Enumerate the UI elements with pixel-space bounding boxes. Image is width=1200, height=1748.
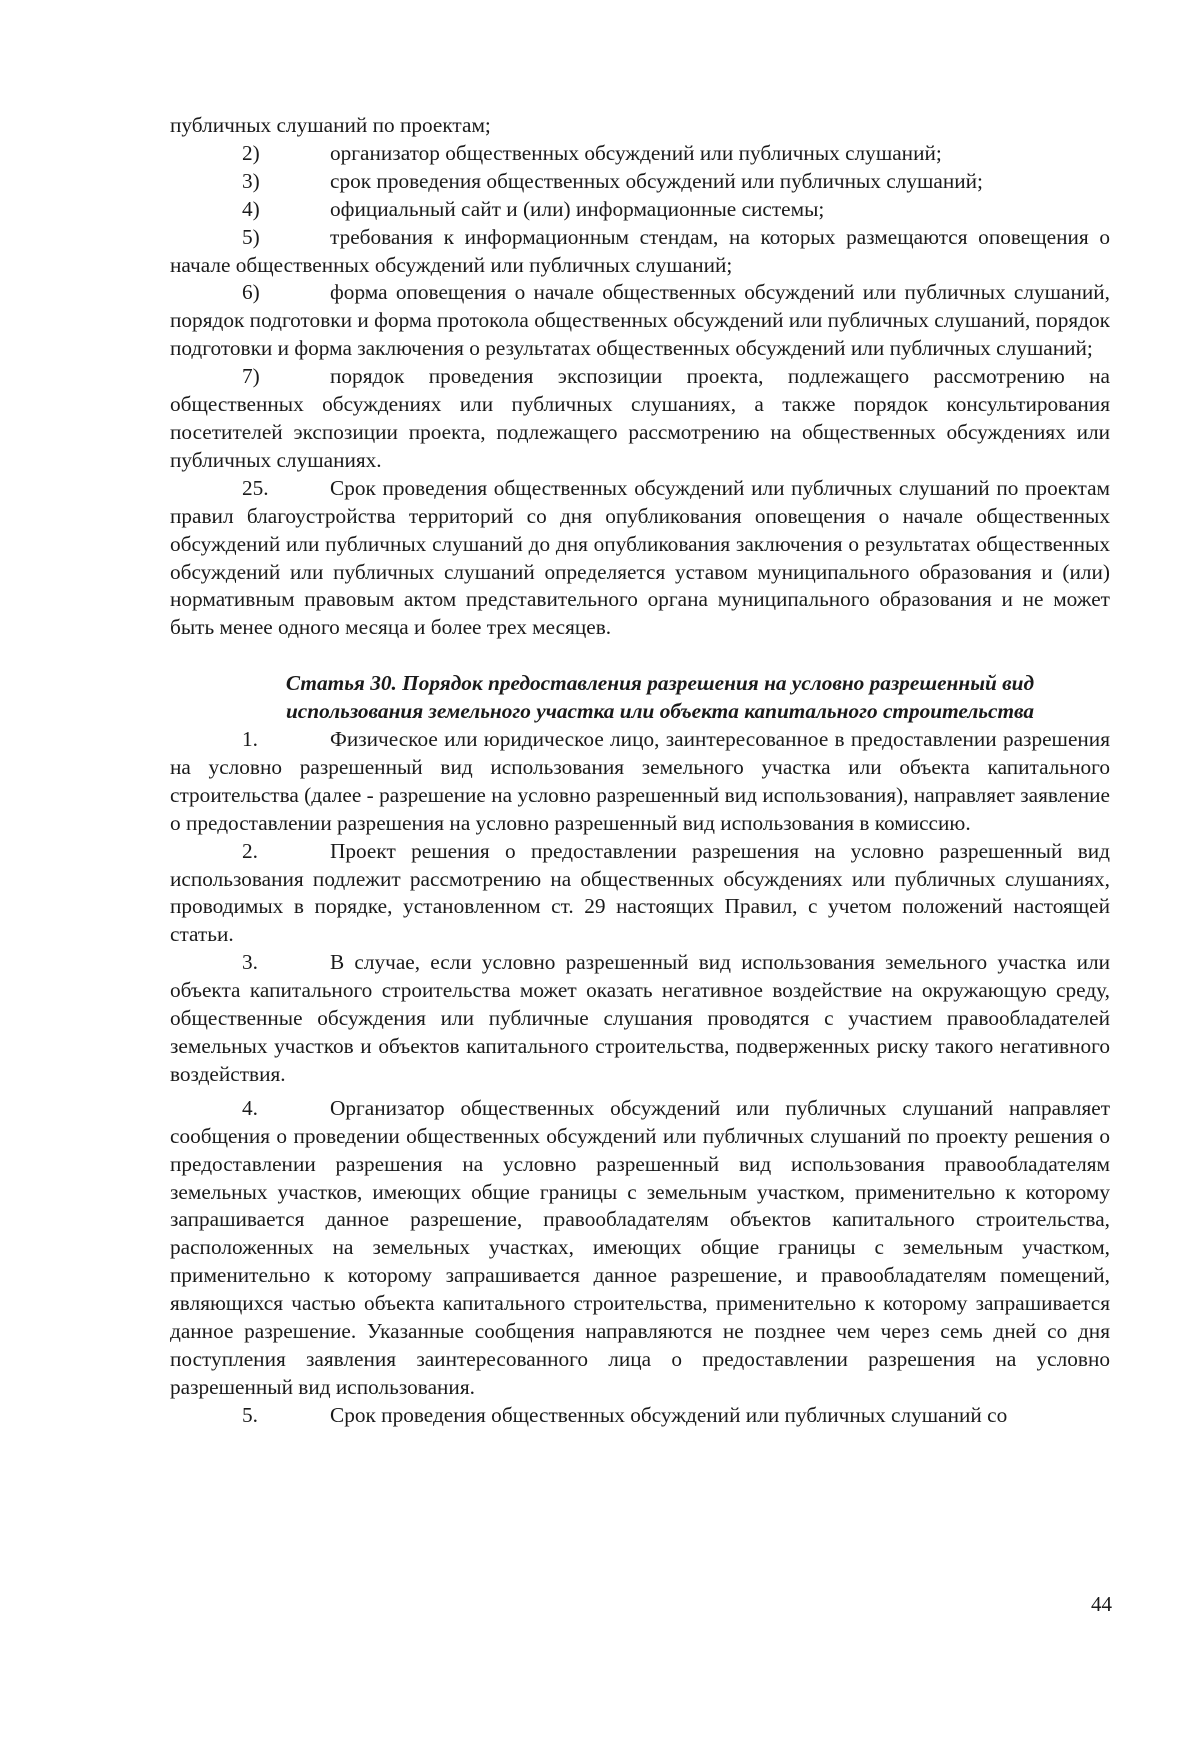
list-number: 7) [242, 364, 260, 389]
list-number: 2) [242, 140, 260, 165]
paragraph-number: 25. [242, 475, 269, 500]
article30-paragraph-4 [170, 1095, 1110, 1402]
list-text: официальный сайт и (или) информационные системы; [330, 196, 825, 221]
list-item-3 [170, 168, 1110, 196]
list-item-6 [170, 279, 1110, 363]
paragraph-continuation: публичных слушаний по проектам; [170, 113, 491, 137]
article30-paragraph-2 [170, 838, 1110, 950]
article-heading-line-1: Статья 30. Порядок предоставления разрешения на условно разрешенный вид [285, 671, 1035, 696]
article30-paragraph-3 [170, 949, 1110, 1089]
list-text: форма оповещения о начале общественных обсуждений или публичных слушаний, порядок подготовки и форма протокола общественных обсуждений или публичных слушаний, порядок подготовки и форма заключения о результатах общественных обсуждений или публичных слушаний; [170, 280, 1110, 361]
paragraph-number: 4. [242, 1095, 258, 1120]
page-number: 44 [1091, 1592, 1112, 1616]
paragraph-text: Организатор общественных обсуждений или публичных слушаний направляет сообщения о проведении общественных обсуждений или публичных слушаний по проекту решения о предоставлении разрешения на условно разрешенный вид использования правообладателям земельных участков, имеющих общие границы с земельным участком, применительно к которому запрашивается данное разрешение, правообладателям объектов капитального строительства, расположенных на земельных участках, имеющих общие границы с земельным участком, применительно к которому запрашивается данное разрешение, и правообладателям помещений, являющихся частью объекта капитального строительства, применительно к которому запрашивается данное разрешение. Указанные сообщения направляются не позднее чем через семь дней со дня поступления заявления заинтересованного лица о предоставлении разрешения на условно разрешенный вид использования. [170, 1095, 1110, 1399]
paragraph-text: Проект решения о предоставлении разрешения на условно разрешенный вид использования подлежит рассмотрению на общественных обсуждениях или публичных слушаниях, проводимых в порядке, установленном ст. 29 настоящих Правил, с учетом положений настоящей статьи. [170, 838, 1110, 947]
paragraph-text: Срок проведения общественных обсуждений или публичных слушаний со [330, 1402, 1008, 1427]
paragraph-25 [170, 475, 1110, 642]
list-text: срок проведения общественных обсуждений или публичных слушаний; [330, 168, 983, 193]
paragraph-text: Физическое или юридическое лицо, заинтересованное в предоставлении разрешения на условно разрешенный вид использования земельного участка или объекта капитального строительства (далее - разрешение на условно разрешенный вид использования), направляет заявление о предоставлении разрешения на условно разрешенный вид использования в комиссию. [170, 727, 1110, 835]
paragraph-number: 5. [242, 1402, 258, 1427]
article-heading-line-2: использования земельного участка или объекта капитального строительства [285, 699, 1035, 724]
list-number: 6) [242, 280, 260, 305]
document-page [170, 112, 1110, 1430]
paragraph-text: Срок проведения общественных обсуждений или публичных слушаний по проектам правил благоустройства территорий со дня опубликования оповещения о начале общественных обсуждений или публичных слушаний до дня опубликования заключения о результатах общественных обсуждений или публичных слушаний определяется уставом муниципального образования и (или) нормативным правовым актом представительного органа муниципального образования и не может быть менее одного месяца и более трех месяцев. [170, 475, 1110, 640]
paragraph-text: В случае, если условно разрешенный вид использования земельного участка или объекта капитального строительства может оказать негативное воздействие на окружающую среду, общественные обсуждения или публичные слушания проводятся с участием правообладателей земельных участков и объектов капитального строительства, подверженных риску такого негативного воздействия. [170, 950, 1110, 1086]
list-text: требования к информационным стендам, на которых размещаются оповещения о начале общественных обсуждений или публичных слушаний; [170, 224, 1110, 277]
article30-paragraph-5 [170, 1402, 1110, 1430]
article30-paragraph-1 [170, 726, 1110, 838]
list-text: организатор общественных обсуждений или публичных слушаний; [330, 140, 942, 165]
list-item-5 [170, 224, 1110, 280]
list-number: 5) [242, 224, 260, 249]
paragraph-number: 2. [242, 838, 258, 863]
list-number: 3) [242, 168, 260, 193]
list-text: порядок проведения экспозиции проекта, подлежащего рассмотрению на общественных обсуждениях или публичных слушаниях, а также порядок консультирования посетителей экспозиции проекта, подлежащего рассмотрению на общественных обсуждениях или публичных слушаниях. [170, 364, 1110, 472]
list-item-7 [170, 363, 1110, 475]
paragraph-number: 3. [242, 950, 258, 975]
list-number: 4) [242, 196, 260, 221]
paragraph-number: 1. [242, 727, 258, 752]
list-item-2 [170, 140, 1110, 168]
list-item-4 [170, 196, 1110, 224]
article-heading [170, 670, 1110, 726]
